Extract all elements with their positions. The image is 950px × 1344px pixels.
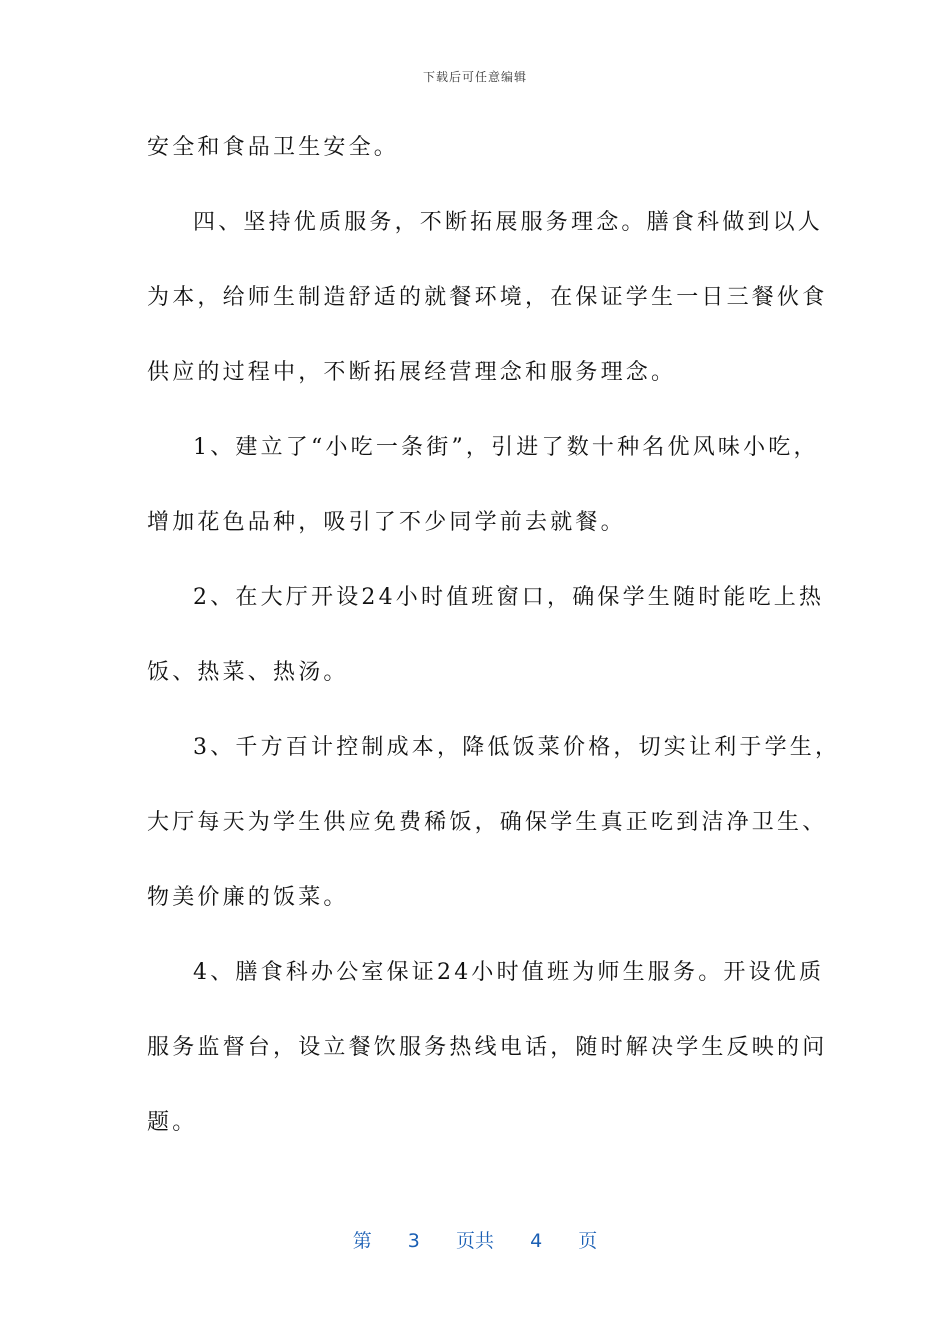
text-line: 饭、热菜、热汤。 — [147, 660, 349, 685]
current-page-number: 3 — [407, 1230, 420, 1252]
footer-suffix: 页 — [578, 1230, 598, 1252]
text-line: 4、膳食科办公室保证24小时值班为师生服务。开设优质 — [193, 960, 825, 985]
total-pages-number: 4 — [530, 1230, 543, 1252]
text-line: 供应的过程中，不断拓展经营理念和服务理念。 — [147, 360, 677, 385]
text-line: 3、千方百计控制成本，降低饭菜价格，切实让利于学生， — [193, 735, 841, 760]
page-header-note: 下载后可任意编辑 — [422, 70, 527, 84]
page-number-footer — [0, 1226, 950, 1253]
text-line: 物美价廉的饭菜。 — [147, 885, 349, 910]
text-line: 题。 — [147, 1110, 198, 1135]
text-line: 为本，给师生制造舒适的就餐环境，在保证学生一日三餐伙食 — [147, 285, 828, 310]
text-line: 大厅每天为学生供应免费稀饭，确保学生真正吃到洁净卫生、 — [147, 810, 828, 835]
text-line: 服务监督台，设立餐饮服务热线电话，随时解决学生反映的问 — [147, 1035, 828, 1060]
text-line: 2、在大厅开设24小时值班窗口，确保学生随时能吃上热 — [193, 585, 825, 610]
text-line: 1、建立了“小吃一条街”，引进了数十种名优风味小吃， — [193, 435, 819, 460]
text-line: 四、坚持优质服务，不断拓展服务理念。膳食科做到以人 — [193, 210, 824, 235]
text-line: 安全和食品卫生安全。 — [147, 135, 400, 160]
footer-prefix: 第 — [352, 1230, 372, 1252]
text-line: 增加花色品种，吸引了不少同学前去就餐。 — [147, 510, 626, 535]
footer-middle: 页共 — [455, 1230, 494, 1252]
